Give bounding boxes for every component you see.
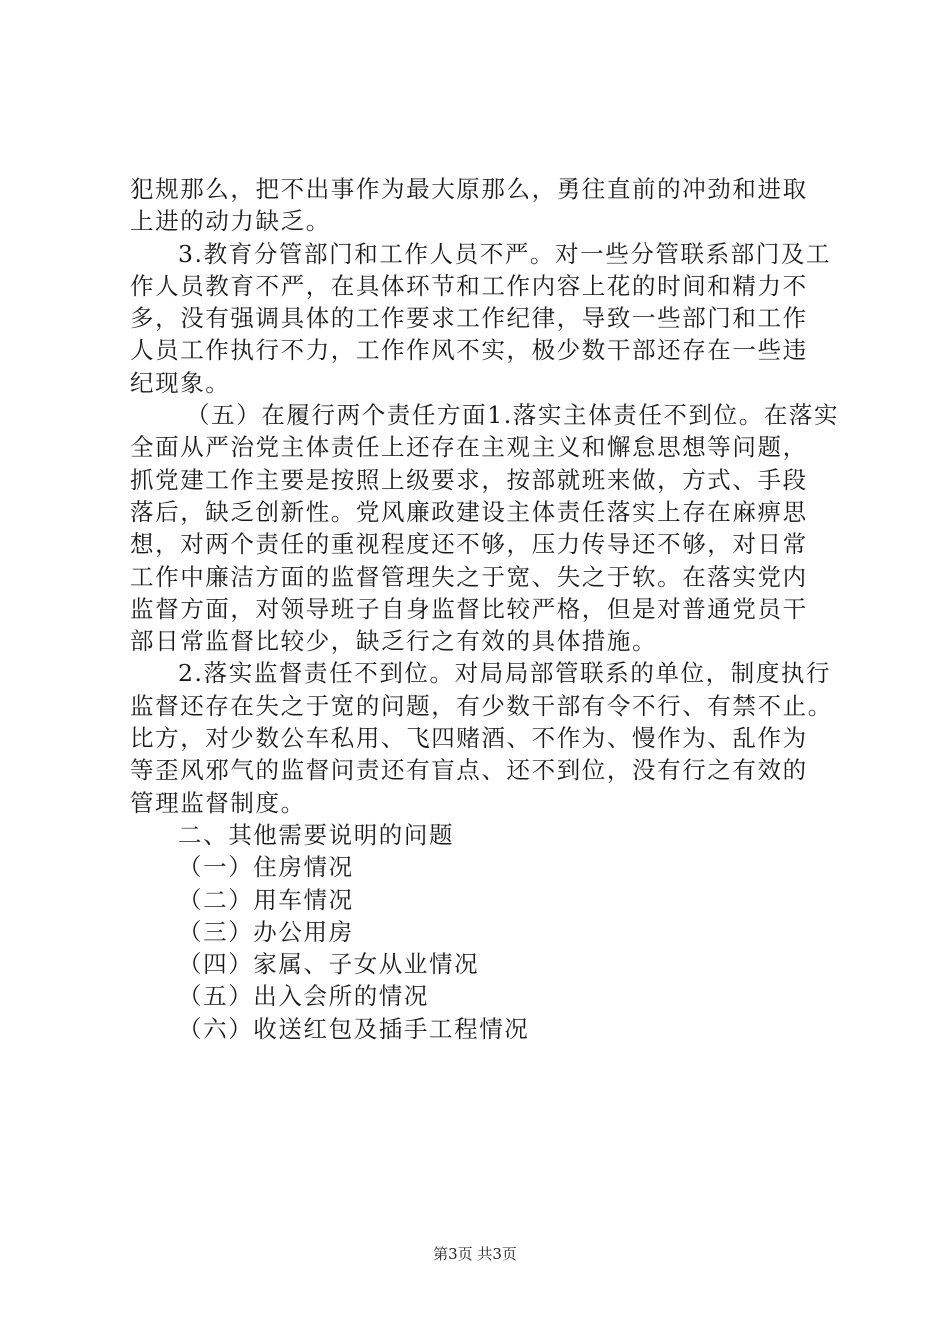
text-line: （五）在履行两个责任方面1.落实主体责任不到位。在落实 xyxy=(186,401,840,430)
text-line: 等歪风邪气的监督问责还有盲点、还不到位，没有行之有效的 xyxy=(130,756,808,785)
text-line: 纪现象。 xyxy=(130,368,231,397)
list-item: （六）收送红包及插手工程情况 xyxy=(178,1014,530,1043)
text-line: 犯规那么，把不出事作为最大原那么，勇往直前的冲劲和进取 xyxy=(130,175,808,203)
text-line: 作人员教育不严，在具体环节和工作内容上花的时间和精力不 xyxy=(130,271,808,300)
text-line: 抓党建工作主要是按照上级要求，按部就班来做，方式、手段 xyxy=(130,465,808,494)
document-body xyxy=(130,173,840,1045)
text-line: 监督还存在失之于宽的问题，有少数干部有令不行、有禁不止。 xyxy=(130,691,833,720)
text-line: 全面从严治党主体责任上还存在主观主义和懈怠思想等问题， xyxy=(130,433,808,462)
text-line: 工作中廉洁方面的监督管理失之于宽、失之于软。在落实党内 xyxy=(130,562,808,591)
text-line: 比方，对少数公车私用、飞四赌酒、不作为、慢作为、乱作为 xyxy=(130,724,808,753)
page-number: 第3页 共3页 xyxy=(433,1245,517,1263)
text-line: 落后，缺乏创新性。党风廉政建设主体责任落实上存在麻痹思 xyxy=(130,497,808,526)
text-line: 3.教育分管部门和工作人员不严。对一些分管联系部门及工 xyxy=(178,239,832,268)
list-item: （一）住房情况 xyxy=(178,853,354,882)
list-item: （五）出入会所的情况 xyxy=(178,982,429,1011)
text-line: 想，对两个责任的重视程度还不够，压力传导还不够，对日常 xyxy=(130,530,808,559)
list-item: （四）家属、子女从业情况 xyxy=(178,950,480,979)
text-line: 多，没有强调具体的工作要求工作纪律，导致一些部门和工作 xyxy=(130,304,808,333)
text-line: 管理监督制度。 xyxy=(130,788,306,817)
section-heading: 二、其他需要说明的问题 xyxy=(178,820,455,849)
text-line: 监督方面，对领导班子自身监督比较严格，但是对普通党员干 xyxy=(130,594,808,623)
text-line: 上进的动力缺乏。 xyxy=(130,207,331,236)
list-item: （三）办公用房 xyxy=(178,917,354,946)
text-line: 人员工作执行不力，工作作风不实，极少数干部还存在一些违 xyxy=(130,336,808,365)
text-line: 2.落实监督责任不到位。对局局部管联系的单位，制度执行 xyxy=(178,659,832,688)
text-line: 部日常监督比较少，缺乏行之有效的具体措施。 xyxy=(130,627,658,656)
list-item: （二）用车情况 xyxy=(178,885,354,914)
